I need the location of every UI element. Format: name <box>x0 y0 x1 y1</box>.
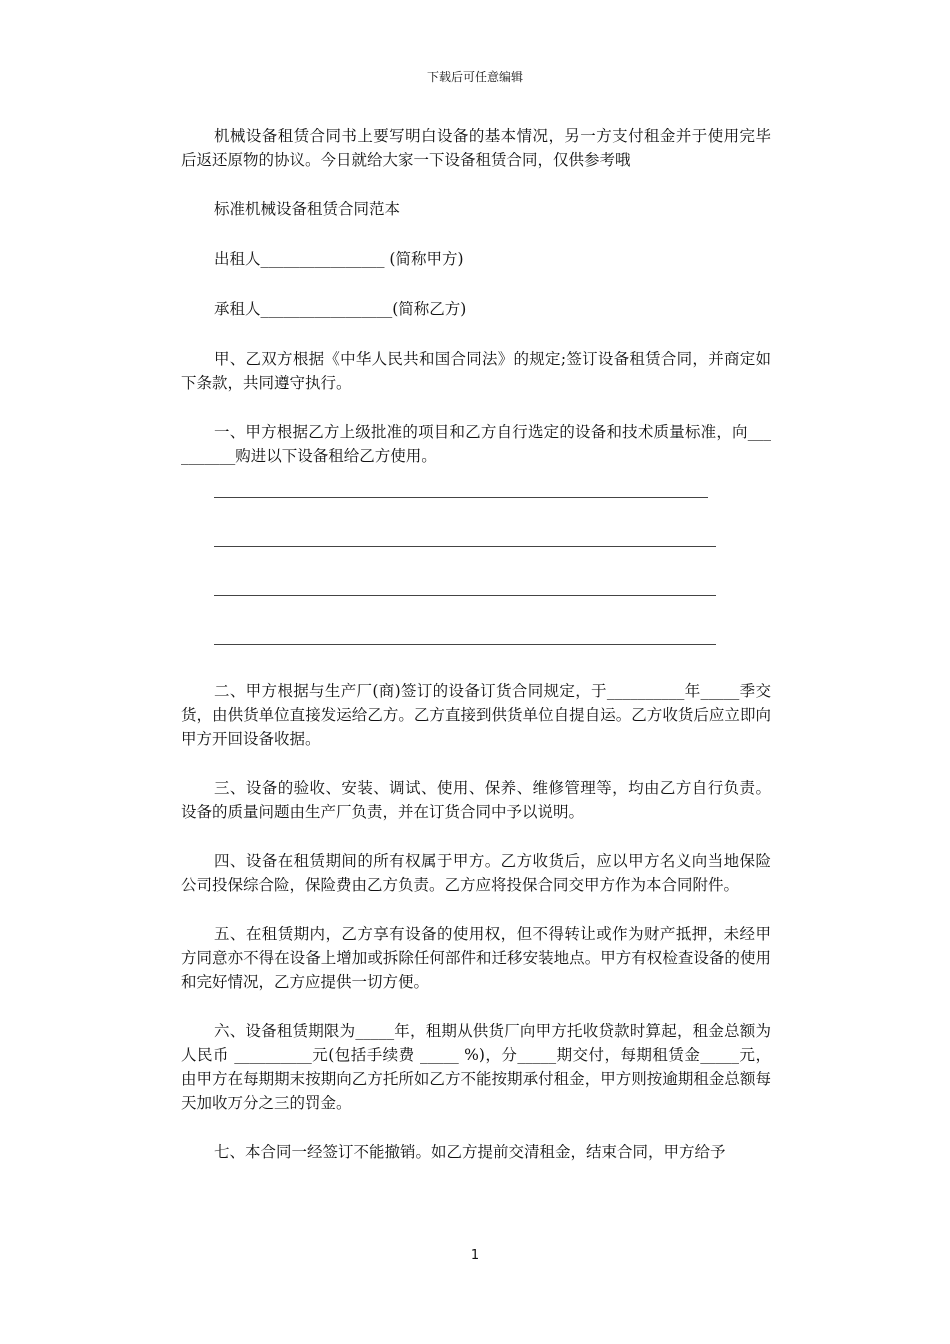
clause-1: 一、甲方根据乙方上级批准的项目和乙方自行选定的设备和技术质量标准，向__________购进以下设备租给乙方使用。 <box>181 423 771 465</box>
equipment-blank-line-2 <box>214 522 716 547</box>
equipment-blank-line-1 <box>214 473 708 498</box>
document-body <box>181 124 771 1189</box>
clause-4: 四、设备在租赁期间的所有权属于甲方。乙方收货后，应以甲方名义向当地保险公司投保综合险，保险费由乙方负责。乙方应将投保合同交甲方作为本合同附件。 <box>181 852 771 894</box>
clause-5: 五、在租赁期内，乙方享有设备的使用权，但不得转让或作为财产抵押，未经甲方同意亦不得在设备上增加或拆除任何部件和迁移安装地点。甲方有权检查设备的使用和完好情况，乙方应提供一切方便。 <box>181 925 771 991</box>
clause-3: 三、设备的验收、安装、调试、使用、保养、维修管理等，均由乙方自行负责。设备的质量问题由生产厂负责，并在订货合同中予以说明。 <box>181 779 771 821</box>
preamble-paragraph: 甲、乙双方根据《中华人民共和国合同法》的规定;签订设备租赁合同，并商定如下条款，共同遵守执行。 <box>181 350 771 392</box>
equipment-blank-line-3 <box>214 571 716 596</box>
page-number: 1 <box>470 1248 480 1263</box>
lessee-line: 承租人_________________(简称乙方) <box>214 300 467 318</box>
document-title: 标准机械设备租赁合同范本 <box>214 200 401 218</box>
clause-2: 二、甲方根据与生产厂(商)签订的设备订货合同规定，于__________年_____季交货，由供货单位直接发运给乙方。乙方直接到供货单位自提自运。乙方收货后应立即向甲方开回设备收据。 <box>181 682 771 748</box>
header-note: 下载后可任意编辑 <box>426 70 523 84</box>
clause-7: 七、本合同一经签订不能撤销。如乙方提前交清租金，结束合同，甲方给予 <box>214 1143 726 1161</box>
equipment-blank-line-4 <box>214 620 716 645</box>
clause-6: 六、设备租赁期限为_____年，租期从供货厂向甲方托收贷款时算起，租金总额为人民币 __________元(包括手续费 _____ %)，分_____期交付，每期租赁金_____元，由甲方在每期期末按期向乙方托所如乙方不能按期承付租金，甲方则按逾期租金总额每天加收万分之三的罚金。 <box>181 1022 771 1112</box>
lessor-line: 出租人________________ (简称甲方) <box>214 250 464 268</box>
intro-paragraph: 机械设备租赁合同书上要写明白设备的基本情况，另一方支付租金并于使用完毕后返还原物的协议。今日就给大家一下设备租赁合同，仅供参考哦 <box>181 127 771 169</box>
